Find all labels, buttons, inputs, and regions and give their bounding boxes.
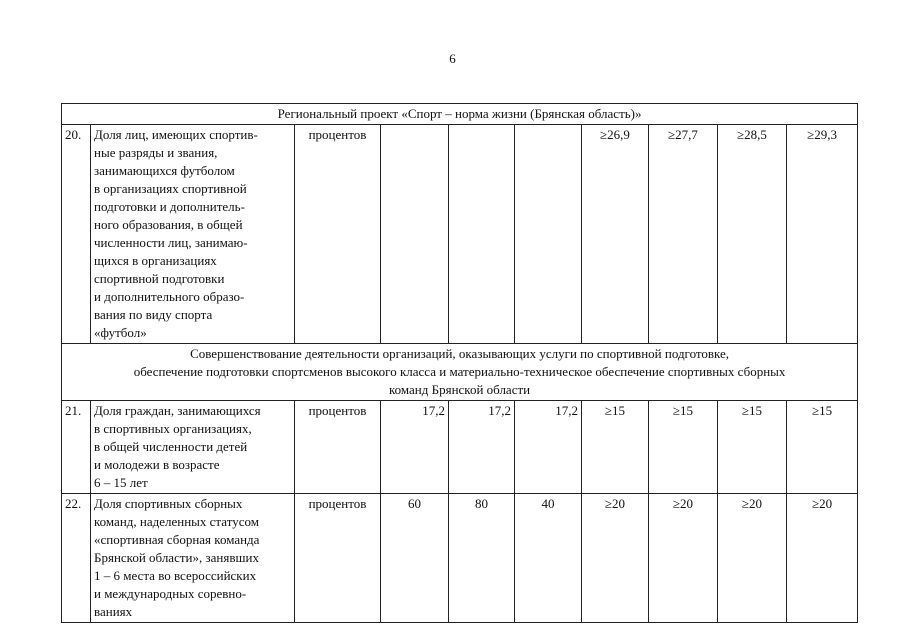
description-line: и молодежи в возрасте bbox=[94, 457, 220, 472]
description-line: Доля граждан, занимающихся bbox=[94, 403, 261, 418]
value-cell: ≥20 bbox=[582, 494, 649, 623]
value-cell: 17,2 bbox=[515, 401, 582, 494]
table-row bbox=[62, 125, 858, 344]
description-line: ваниях bbox=[94, 604, 133, 619]
description-line: Брянской области», занявших bbox=[94, 550, 259, 565]
description-line: в спортивных организациях, bbox=[94, 421, 252, 436]
description-line: в организациях спортивной bbox=[94, 181, 247, 196]
description-line: щихся в организациях bbox=[94, 253, 217, 268]
value-cell: ≥26,9 bbox=[582, 125, 649, 344]
unit-cell: процентов bbox=[295, 125, 381, 344]
value-cell: ≥20 bbox=[787, 494, 858, 623]
description-line: ные разряды и звания, bbox=[94, 145, 218, 160]
value-cell bbox=[381, 125, 449, 344]
indicators-table bbox=[61, 103, 858, 623]
table-row bbox=[62, 494, 858, 623]
description-line: «футбол» bbox=[94, 325, 147, 340]
description-line: Доля лиц, имеющих спортив- bbox=[94, 127, 258, 142]
project-title: Региональный проект «Спорт – норма жизни (Брянская область)» bbox=[62, 104, 858, 125]
unit-cell: процентов bbox=[295, 494, 381, 623]
description-line: «спортивная сборная команда bbox=[94, 532, 260, 547]
description-line: занимающихся футболом bbox=[94, 163, 235, 178]
value-cell: ≥20 bbox=[718, 494, 787, 623]
value-cell: 40 bbox=[515, 494, 582, 623]
section-header-row bbox=[62, 344, 858, 401]
section-line: команд Брянской области bbox=[388, 382, 531, 397]
page-number: 6 bbox=[449, 51, 456, 66]
row-number: 21. bbox=[62, 401, 91, 494]
description-line: в общей численности детей bbox=[94, 439, 248, 454]
description-line: команд, наделенных статусом bbox=[94, 514, 259, 529]
indicator-description bbox=[91, 125, 295, 344]
value-cell: 60 bbox=[381, 494, 449, 623]
project-header-row bbox=[62, 104, 858, 125]
value-cell: ≥15 bbox=[649, 401, 718, 494]
section-title bbox=[62, 344, 858, 401]
row-number: 22. bbox=[62, 494, 91, 623]
description-line: и международных соревно- bbox=[94, 586, 247, 601]
value-cell: ≥29,3 bbox=[787, 125, 858, 344]
table-row bbox=[62, 401, 858, 494]
value-cell: 17,2 bbox=[449, 401, 515, 494]
value-cell: ≥15 bbox=[718, 401, 787, 494]
value-cell: ≥15 bbox=[787, 401, 858, 494]
description-line: Доля спортивных сборных bbox=[94, 496, 243, 511]
description-line: спортивной подготовки bbox=[94, 271, 225, 286]
description-line: подготовки и дополнитель- bbox=[94, 199, 245, 214]
value-cell bbox=[449, 125, 515, 344]
value-cell: 17,2 bbox=[381, 401, 449, 494]
value-cell: 80 bbox=[449, 494, 515, 623]
value-cell: ≥27,7 bbox=[649, 125, 718, 344]
row-number: 20. bbox=[62, 125, 91, 344]
description-line: и дополнительного образо- bbox=[94, 289, 245, 304]
description-line: вания по виду спорта bbox=[94, 307, 213, 322]
value-cell: ≥28,5 bbox=[718, 125, 787, 344]
indicator-description bbox=[91, 401, 295, 494]
value-cell: ≥20 bbox=[649, 494, 718, 623]
value-cell: ≥15 bbox=[582, 401, 649, 494]
section-line: обеспечение подготовки спортсменов высокого класса и материально-техническое обеспечение спортивных сборных bbox=[133, 364, 786, 379]
indicator-description bbox=[91, 494, 295, 623]
unit-cell: процентов bbox=[295, 401, 381, 494]
section-line: Совершенствование деятельности организаций, оказывающих услуги по спортивной подготовке, bbox=[190, 346, 730, 361]
description-line: 1 – 6 места во всероссийских bbox=[94, 568, 257, 583]
description-line: ного образования, в общей bbox=[94, 217, 243, 232]
description-line: численности лиц, занимаю- bbox=[94, 235, 248, 250]
description-line: 6 – 15 лет bbox=[94, 475, 148, 490]
value-cell bbox=[515, 125, 582, 344]
